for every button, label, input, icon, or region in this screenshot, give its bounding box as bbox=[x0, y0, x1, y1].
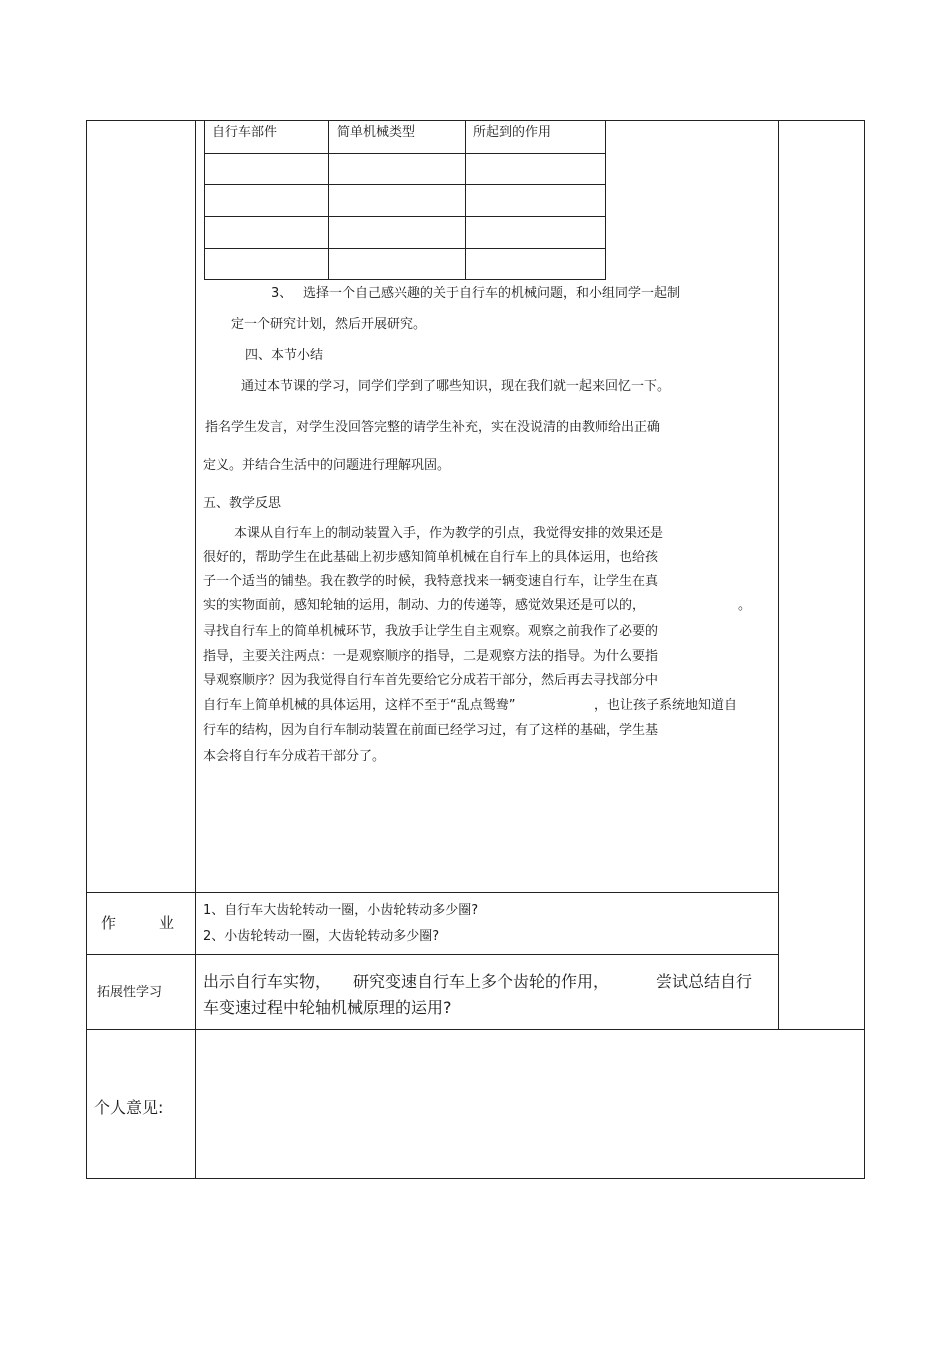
outer-left-border bbox=[86, 120, 87, 1179]
table-header-function: 所起到的作用 bbox=[473, 125, 552, 140]
reflection-line: 行车的结构，因为自行车制动装置在前面已经学习过，有了这样的基础，学生基 bbox=[203, 723, 659, 738]
reflection-line: 本课从自行车上的制动装置入手，作为教学的引点，我觉得安排的效果还是 bbox=[234, 526, 664, 541]
reflection-line-tail: ，也让孩子系统地知道自 bbox=[594, 698, 738, 713]
reflection-line: 导观察顺序？因为我觉得自行车首先要给它分成若干部分，然后再去寻找部分中 bbox=[203, 673, 659, 688]
section4-paragraph1: 通过本节课的学习，同学们学到了哪些知识，现在我们就一起来回忆一下。 bbox=[241, 379, 671, 394]
outer-bottom-border bbox=[86, 1178, 865, 1179]
extension-line1-part2: 研究变速自行车上多个齿轮的作用， bbox=[353, 972, 610, 991]
inner-table-line bbox=[204, 120, 606, 121]
inner-table-line bbox=[204, 248, 606, 249]
section3-line1: 选择一个自己感兴趣的关于自行车的机械问题，和小组同学一起制 bbox=[303, 286, 681, 301]
homework-question-1: 1、自行车大齿轮转动一圈，小齿轮转动多少圈? bbox=[203, 903, 479, 918]
reflection-line-tail: 。 bbox=[738, 598, 752, 613]
outer-right-border bbox=[864, 120, 865, 1179]
table-header-machine-type: 简单机械类型 bbox=[337, 125, 416, 140]
inner-table-line bbox=[328, 120, 329, 280]
label-column-divider bbox=[195, 120, 196, 1179]
extension-line1-part3: 尝试总结自行 bbox=[656, 972, 753, 991]
inner-table-line bbox=[204, 153, 606, 154]
content-right-divider bbox=[778, 120, 779, 1030]
reflection-line: 实的实物面前，感知轮轴的运用，制动、力的传递等，感觉效果还是可以的， bbox=[203, 598, 646, 613]
extension-line2: 车变速过程中轮轴机械原理的运用? bbox=[203, 998, 452, 1017]
reflection-line: 自行车上简单机械的具体运用，这样不至于“乱点鸳鸯” bbox=[203, 698, 516, 713]
reflection-line: 指导，主要关注两点：一是观察顺序的指导，二是观察方法的指导。为什么要指 bbox=[203, 649, 659, 664]
section3-line2: 定一个研究计划，然后开展研究。 bbox=[231, 317, 427, 332]
row-divider-opinion bbox=[86, 1029, 865, 1030]
reflection-line: 本会将自行车分成若干部分了。 bbox=[203, 749, 386, 764]
personal-opinion-label: 个人意见: bbox=[94, 1098, 164, 1117]
homework-label-part2: 业 bbox=[159, 914, 175, 932]
inner-table-line bbox=[204, 120, 205, 280]
inner-table-line bbox=[204, 216, 606, 217]
inner-table-line bbox=[204, 184, 606, 185]
reflection-line: 子一个适当的铺垫。我在教学的时候，我特意找来一辆变速自行车，让学生在真 bbox=[203, 574, 659, 589]
row-divider-homework bbox=[86, 892, 779, 893]
inner-table-line bbox=[204, 279, 606, 280]
extension-line1-part1: 出示自行车实物， bbox=[203, 972, 332, 991]
section4-paragraph2: 指名学生发言，对学生没回答完整的请学生补充，实在没说清的由教师给出正确 bbox=[205, 420, 661, 435]
inner-table-line bbox=[465, 120, 466, 280]
reflection-line: 很好的，帮助学生在此基础上初步感知简单机械在自行车上的具体运用，也给孩 bbox=[203, 550, 659, 565]
row-divider-extension bbox=[86, 954, 779, 955]
section4-paragraph3: 定义。并结合生活中的问题进行理解巩固。 bbox=[203, 458, 451, 473]
section4-heading: 四、本节小结 bbox=[245, 348, 324, 363]
section5-heading: 五、教学反思 bbox=[203, 496, 282, 511]
homework-label-part1: 作 bbox=[101, 914, 117, 932]
homework-question-2: 2、小齿轮转动一圈，大齿轮转动多少圈? bbox=[203, 929, 440, 944]
extension-label: 拓展性学习 bbox=[97, 985, 163, 1000]
inner-table-line bbox=[605, 120, 606, 280]
reflection-line: 寻找自行车上的简单机械环节，我放手让学生自主观察。观察之前我作了必要的 bbox=[203, 624, 659, 639]
section3-number: 3、 bbox=[271, 286, 293, 301]
table-header-part: 自行车部件 bbox=[212, 125, 278, 140]
